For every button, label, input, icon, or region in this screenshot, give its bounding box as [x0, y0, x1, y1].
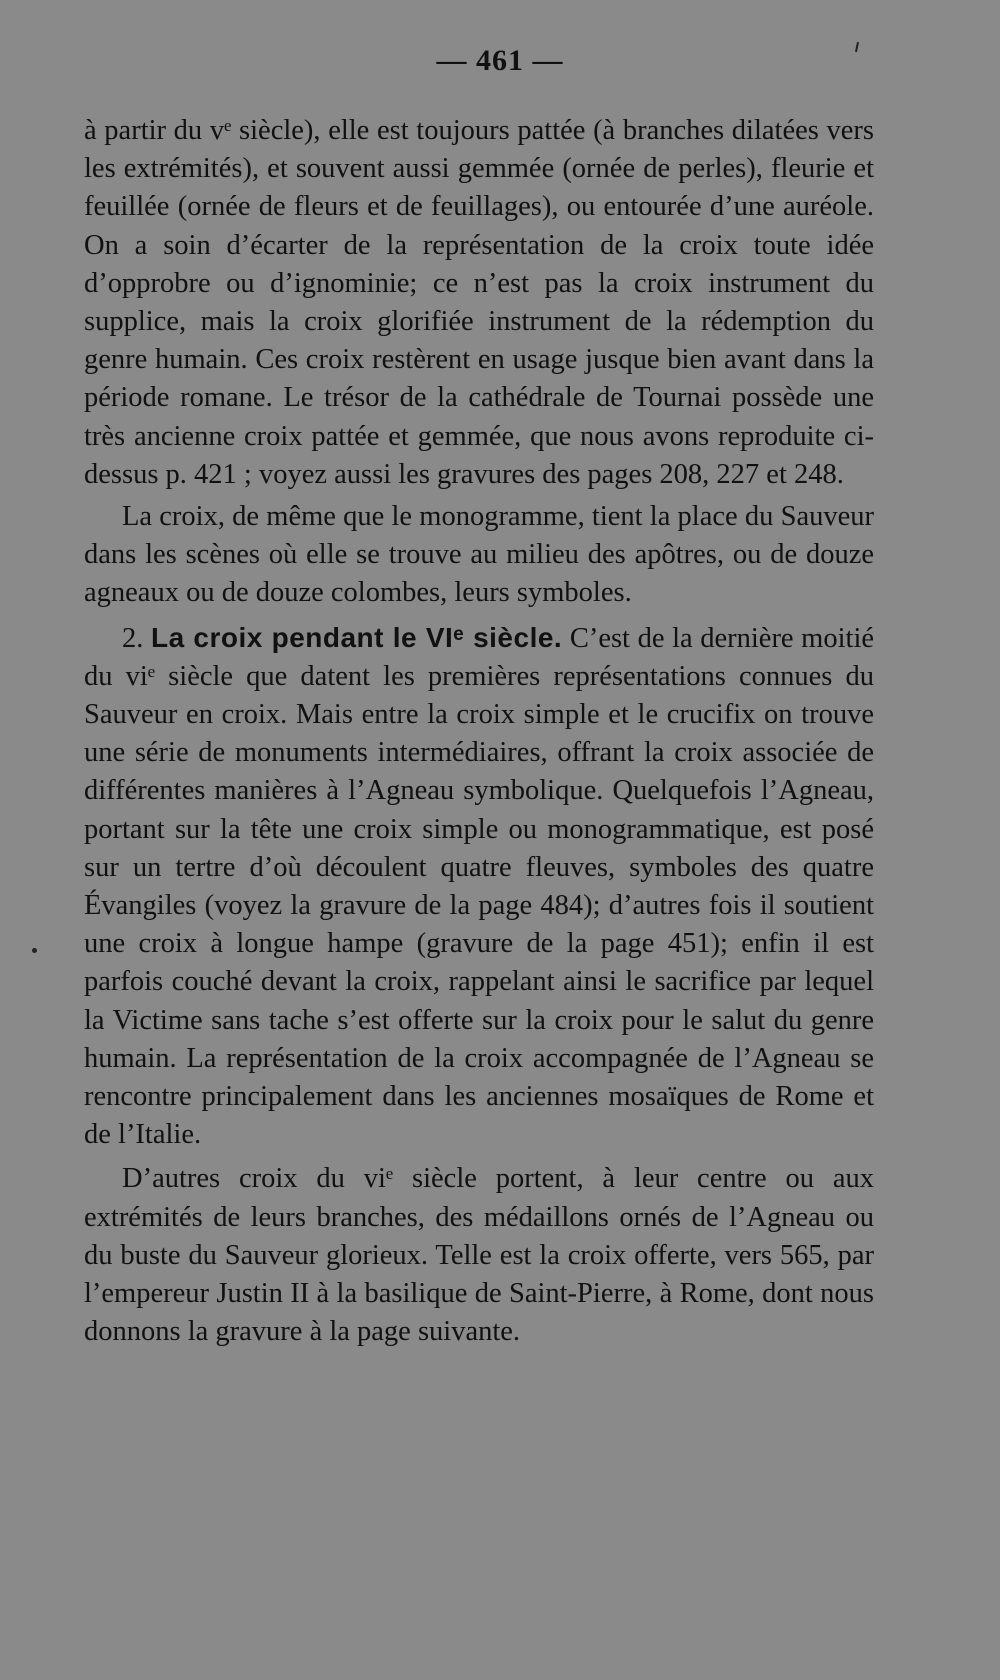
body-text: [84, 112, 874, 1352]
paragraph-1: à partir du vᵉ siècle), elle est toujours pattée (à branches dilatées vers les extrémités), et souvent aussi gemmée (ornée de perles), fleurie et feuillée (ornée de fleurs et de feuillages), ou entourée d’une auréole. On a soin d’écarter de la représentation de la croix toute idée d’opprobre ou d’ignominie; ce n’est pas la croix instrument du supplice, mais la croix glorifiée instrument de la rédemption du genre humain. Ces croix restèrent en usage jusque bien avant dans la période romane. Le trésor de la cathédrale de Tournai possède une très ancienne croix pattée et gemmée, que nous avons reproduite ci-dessus p. 421 ; voyez aussi les gravures des pages 208, 227 et 248.: [84, 115, 874, 490]
paragraph-4: D’autres croix du viᵉ siècle portent, à leur centre ou aux extrémités de leurs branches, des médaillons ornés de l’Agneau ou du buste du Sauveur glorieux. Telle est la croix offerte, vers 565, par l’empereur Justin II à la basilique de Saint-Pierre, à Rome, dont nous donnons la gravure à la page suivante.: [84, 1163, 874, 1348]
page-number: — 461 —: [436, 44, 564, 77]
section-body: C’est de la dernière moitié du viᵉ siècle que datent les premières représentations connues du Sauveur en croix. Mais entre la croix simple et le crucifix on trouve une série de monuments intermédiaires, offrant la croix associée de différentes manières à l’Agneau symbolique. Quelquefois l’Agneau, portant sur la tête une croix simple ou monogrammatique, est posé sur un tertre d’où découlent quatre fleuves, symboles des quatre Évangiles (voyez la gravure de la page 484); d’autres fois il soutient une croix à longue hampe (gravure de la page 451); enfin il est parfois couché devant la croix, rappelant ainsi le sacrifice par lequel la Victime sans tache s’est offerte sur la croix pour le salut du genre humain. La représentation de la croix accompagnée de l’Agneau se rencontre principalement dans les anciennes mosaïques de Rome et de l’Italie.: [84, 622, 875, 1151]
paragraph-2: La croix, de même que le monogramme, tient la place du Sauveur dans les scènes où elle se trouve au milieu des apôtres, ou de douze agneaux ou de douze colombes, leurs symboles.: [84, 501, 874, 609]
stray-dot: [32, 948, 37, 953]
section-number: 2.: [122, 622, 144, 654]
section-heading: La croix pendant le VIᵉ siècle.: [150, 621, 563, 653]
paragraph-3: [84, 619, 874, 1155]
